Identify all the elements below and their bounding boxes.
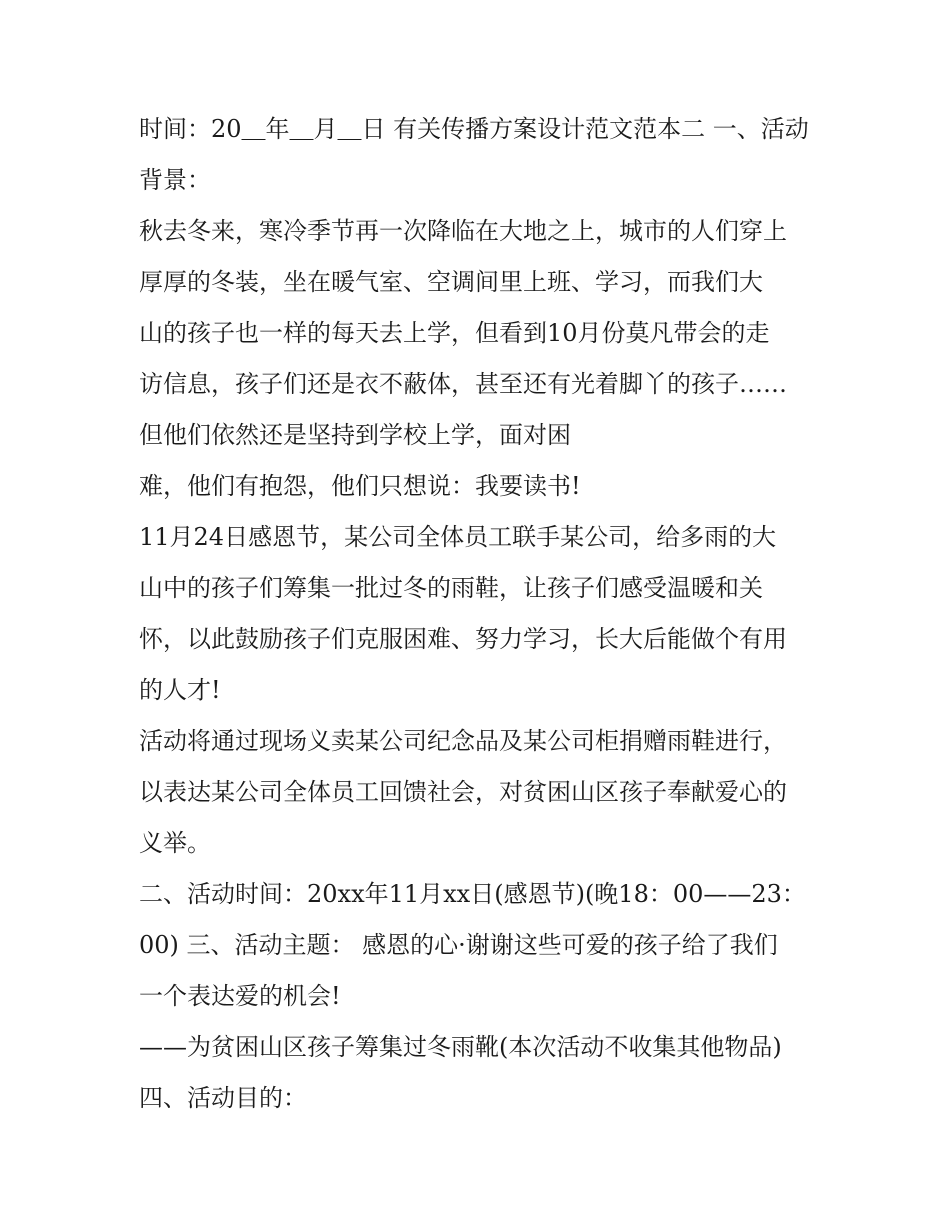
text-line: 四、活动目的： [139,1084,307,1112]
text-line: 秋去冬来，寒冷季节再一次降临在大地之上，城市的人们穿上 [139,217,787,245]
text-line: 00) 三、活动主题： 感恩的心·谢谢这些可爱的孩子给了我们 [139,931,778,959]
text-line: ——为贫困山区孩子筹集过冬雨靴(本次活动不收集其他物品) [139,1033,782,1061]
text-line: 山的孩子也一样的每天去上学，但看到10月份莫凡带会的走 [139,319,770,347]
text-line: 义举。 [139,829,211,857]
text-line: 背景： [139,166,211,194]
text-line: 访信息，孩子们还是衣不蔽体，甚至还有光着脚丫的孩子…… [139,370,787,398]
text-line: 以表达某公司全体员工回馈社会，对贫困山区孩子奉献爱心的 [139,778,787,806]
text-line: 活动将通过现场义卖某公司纪念品及某公司柜捐赠雨鞋进行， [139,727,787,755]
text-line: 11月24日感恩节，某公司全体员工联手某公司，给多雨的大 [139,523,777,551]
text-line: 难，他们有抱怨，他们只想说：我要读书! [139,472,581,500]
document-body [139,104,819,1124]
text-line: 山中的孩子们筹集一批过冬的雨鞋，让孩子们感受温暖和关 [139,574,763,602]
text-line: 一个表达爱的机会! [139,982,341,1010]
text-line: 时间：20＿年＿月＿日 有关传播方案设计范文范本二 一、活动 [139,115,809,143]
text-line: 厚厚的冬装，坐在暖气室、空调间里上班、学习，而我们大 [139,268,763,296]
text-line: 的人才! [139,676,221,704]
text-line: 二、活动时间：20xx年11月xx日(感恩节)(晚18：00——23： [139,880,806,908]
text-line: 怀，以此鼓励孩子们克服困难、努力学习，长大后能做个有用 [139,625,787,653]
text-line: 但他们依然还是坚持到学校上学，面对困 [139,421,571,449]
